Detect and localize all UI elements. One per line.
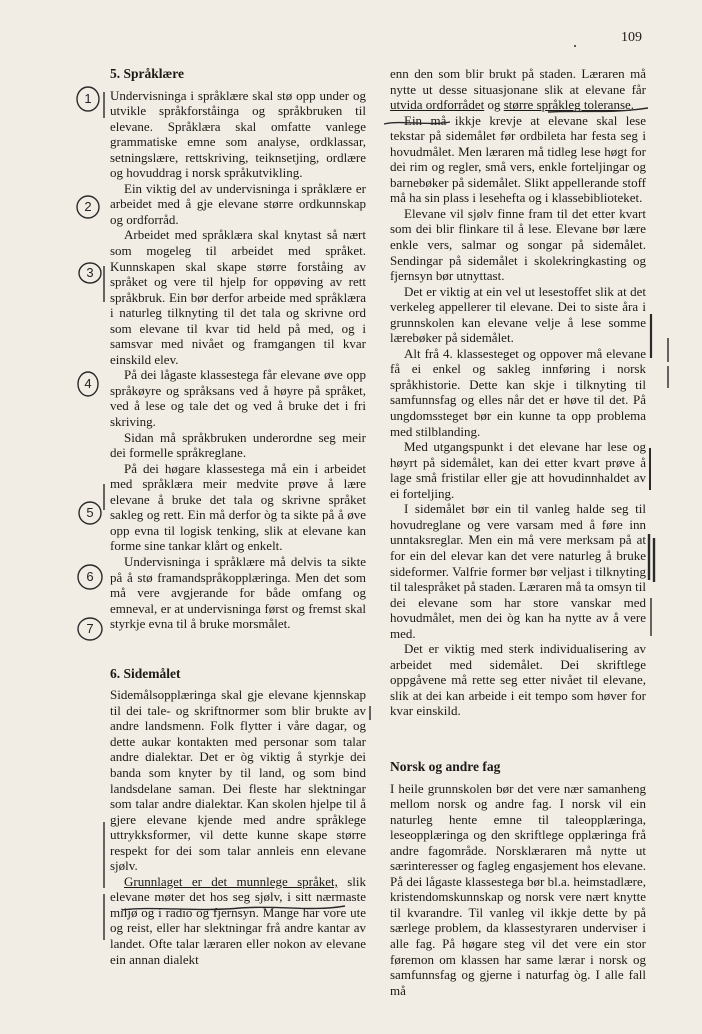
paragraph-text: . (630, 97, 635, 113)
paragraph: Undervisninga i språklære må delvis ta sikte på å stø framandspråkopplæringa. Men det som må vere avgjerande for både omfang og emneval, er at undervisninga først og fremst skal styrkje evna til å bruke morsmålet. (110, 553, 366, 632)
underlined-text: Grunnlaget er det munnlege språket, (124, 873, 338, 889)
paragraph: Med utgangspunkt i det elevane har lese og høyrt på sidemålet, kan dei etter kvart prøve å lage små fristilar eller gje att hovudinnhaldet av ei forteljing. (390, 439, 646, 501)
margin-number-circled: 4 (84, 376, 92, 391)
section-heading-spraklaere: 5. Språklære (110, 66, 185, 81)
page-number: 109 (621, 30, 642, 45)
paragraph: På dei lågaste klassestega får elevane øve opp språkøyre og språksans ved å høyre på språket, ved å lese og tale det og ved å bruke det i fri skriving. (110, 367, 366, 430)
paragraph: Arbeidet med språklæra skal knytast så nært som mogeleg til arbeidet med språket. Kunnskapen skal skape større forståing av språket og vere til hjelp for oppøving av rett språkbruk. Ein bør derfor arbeide med språklæra i naturleg tilknyting til det tala og skrivne ord som elevane til kvar tid held på med, og i samsvar med nivået og framgangen til kvar einskild elev. (110, 227, 366, 367)
section-heading-norsk-og-andre-fag: Norsk og andre fag (390, 758, 501, 774)
paragraph: Det er viktig at ein vel ut lesestoffet slik at det verkeleg appellerer til elevane. Dei to siste åra i grunnskolen kan elevane velje å lese somme lærebøker på sidemålet. (390, 283, 646, 346)
paragraph: Undervisninga i språklære skal stø opp under og utvikle språkforståinga og språkbruken til elevane. Språklæra skal omfatte vanlege grammatiske emne som analyse, ordklassar, setningslære, rettskriving, teiknsetjing, ordlære og hovuddrag i norsk språkutvikling. (110, 87, 366, 181)
paragraph: På dei høgare klassestega må ein i arbeidet med språklæra meir medvite prøve å lære elevane å bruke det tala og skrivne språket sakleg og rett. Ein må derfor òg ta sikte på å øve opp evna til logisk tenking, slik at elevane kan forme sine tankar klårt og enkelt. (110, 460, 366, 554)
paragraph-text: slik elevane møter det hos seg sjølv, i sitt nærmaste miljø og i radio og fjernsyn. Mange har vore ute og reist, eller har slektningar frå andre kantar av landet. Ofte talar læraren eller nokon av elevane ein annan dialekt (110, 873, 366, 967)
paragraph: I heile grunnskolen bør det vere nær samanheng mellom norsk og andre fag. I norsk vil ein naturleg hente emne til taleopplæringa, leseopplæringa og den skriftlege opplæringa frå andre fagområde. Norsklæraren må nytte ut særinteresser og fagleg engasjement hos elevane. På dei lågaste klassestega bør bl.a. heimstadlære, kristendomskunnskap og norsk vere nært knytte til kvarandre. Til vanleg vil ikkje dette by på særlege problem, da klassestyraren underviser i alle fag. På høgare steg vil det vere ein stor føremon om klassen har same lærar i norsk og samfunnsfag og gjerne i naturfag òg. I alle fall må (390, 780, 646, 998)
section-gap (390, 719, 646, 759)
paragraph (110, 874, 366, 967)
paragraph: Ein må ikkje krevje at elevane skal lese tekstar på sidemålet før ordbileta har festa seg i hovudmålet. Men læraren må tidleg lese høgt for dei rim og regler, små vers, enkle forteljingar og barnebøker på sidemålet. Slikt appellerande stoff må ha sin plass i lesehefta og i klassebiblioteket. (390, 112, 646, 206)
paragraph: Ein viktig del av undervisninga i språklære er arbeidet med å gje elevane større ordkunnskap og ordforråd. (110, 180, 366, 227)
margin-number-circled: 7 (86, 621, 94, 636)
margin-number-circled: 3 (86, 265, 94, 280)
paragraph (390, 66, 646, 113)
underlined-text: større språkleg toleranse (503, 97, 631, 113)
right-column (390, 66, 646, 998)
paragraph: Alt frå 4. klassesteget og oppover må elevane få ei enkel og sakleg innføring i norsk språkhistorie. Dette kan skje i tilknyting til samfunnsfag og elles når det er høve til det. På ungdomssteget bør ein kunne ta opp problema med stilblanding. (390, 345, 646, 439)
margin-number-circled: 6 (86, 569, 94, 584)
section-heading-sidemalet: 6. Sidemålet (110, 665, 181, 681)
paragraph: Sidemålsopplæringa skal gje elevane kjennskap til dei tale- og skriftnormer som blir brukte av andre landsmenn. Folk flytter i våre dagar, og dette aukar kontakten med personar som talar andre dialektar. Det er òg viktig å styrkje dei banda som knyter by til land, og som bind landsdelane saman. Dei fleste har slektningar som talar andre dialektar. Kan skolen hjelpe til å gjere elevane kjende med andre språklege uttrykksformer, vil dette kunne skape større respekt for dei som talar annleis enn elevane sjølv. (110, 687, 366, 874)
paragraph: Det er viktig med sterk individualisering av arbeidet med sidemålet. Dei skriftlege oppgåvene må rette seg etter nivået til elevane, slik at dei kan arbeide i eit tempo som høver for kvar einskild. (390, 641, 646, 719)
paragraph-text: enn den som blir brukt på staden. Læraren må nytte ut desse situasjonane slik at elevane får (390, 66, 646, 97)
paragraph: I sidemålet bør ein til vanleg halde seg til hovudreglane og vere varsam med å føre inn unntaksreglar. Men ein må vere merksam på at for ein del elevar kan det vere naturleg å bruke sideformer. Valfrie former bør veljast i tilknyting til talespråket på staden. Læraren må ta omsyn til dei elevane som har store vanskar med hovudmålet, men dei òg kan ha nytte av å vere med. (390, 501, 646, 641)
paragraph-text: og (484, 97, 504, 113)
left-column (110, 66, 366, 967)
dot-mark (574, 45, 576, 47)
underlined-text: utvida ordforrådet (390, 97, 485, 113)
paragraph: Elevane vil sjølv finne fram til det etter kvart som dei blir flinkare til å lese. Elevane bør lære enkle vers, salmar og songar på sidemålet. Sendingar på sidemålet i skolekringkasting og fjernsyn bør utnyttast. (390, 205, 646, 284)
section-gap (110, 632, 366, 666)
margin-number-circled: 1 (84, 91, 92, 106)
paragraph: Sidan må språkbruken underordne seg meir dei formelle språkreglane. (110, 429, 366, 461)
margin-number-circled: 2 (84, 199, 92, 214)
margin-number-circled: 5 (86, 505, 94, 520)
